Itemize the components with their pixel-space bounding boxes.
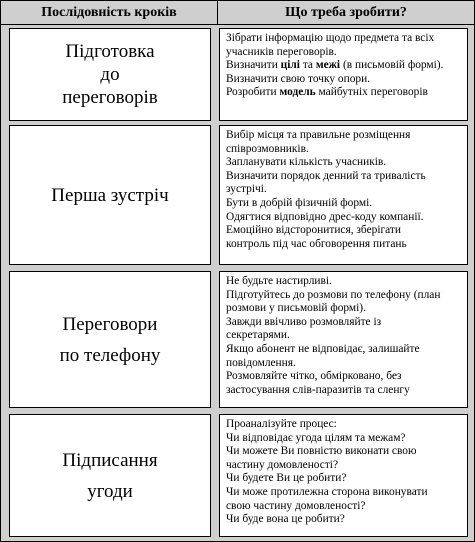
action-line: Емоційно відсторонитися, зберігати	[226, 224, 401, 237]
action-line: Чи можете Ви повністю виконати свою	[226, 445, 417, 458]
action-line: секретарями.	[226, 329, 290, 342]
actions-cell	[219, 28, 468, 121]
stage-cell	[9, 125, 211, 265]
action-line: Одягтися відповідно дрес-коду компанії.	[226, 210, 424, 223]
actions-cell	[219, 125, 468, 265]
stage-title-line: по телефону	[59, 344, 161, 366]
action-line: Чи буде вона це робити?	[226, 513, 345, 526]
action-line: Не будьте настирливі.	[226, 275, 332, 287]
stage-title-line: переговорів	[62, 87, 158, 108]
action-line: зустрічі.	[226, 183, 267, 196]
action-line: Розробити модель майбутніх переговорів	[226, 86, 428, 99]
stage-title-line: до	[100, 64, 120, 85]
stage-title-line: угоди	[87, 480, 133, 502]
action-line: Бути в добрій фізичній формі.	[226, 196, 373, 209]
action-line: Розмовляйте чітко, обмірковано, без	[226, 370, 402, 383]
action-line: повідомлення.	[226, 356, 296, 369]
action-line: Визначити порядок денний та тривалість	[226, 169, 426, 182]
stage-cell	[9, 28, 211, 121]
action-line: Визначити цілі та межі (в письмовій формі).	[226, 59, 444, 72]
table-header	[1, 1, 474, 25]
action-line: Чи може протилежна сторона виконувати	[226, 485, 428, 498]
action-line: Запланувати кількість учасників.	[226, 156, 387, 169]
column-header-steps: Послідовність кроків	[1, 1, 218, 24]
table-row	[1, 123, 474, 269]
action-line: Підготуйтесь до розмови по телефону (план	[226, 288, 441, 301]
actions-cell	[219, 414, 468, 537]
action-line: Зібрати інформацію щодо предмета та всіх	[226, 32, 435, 44]
action-line: розмови у письмовій формі).	[226, 302, 366, 315]
stage-cell	[9, 271, 211, 408]
action-line: свою частину домовленості?	[226, 499, 366, 512]
action-line: Якщо абонент не відповідає, залишайте	[226, 342, 420, 355]
emphasis-model: модель	[279, 86, 316, 99]
stage-cell	[9, 414, 211, 537]
stage-title-line: Перша зустріч	[51, 184, 169, 206]
stage-title-line: Переговори	[62, 313, 158, 335]
emphasis-limits: межі	[315, 59, 341, 72]
action-line: Проаналізуйте процес:	[226, 418, 337, 430]
action-line: Вибір місця та правильне розміщення	[226, 129, 411, 141]
table-row	[1, 269, 474, 412]
action-line: Чи будете Ви це робити?	[226, 472, 347, 485]
action-line: Визначити свою точку опори.	[226, 72, 371, 85]
table-row	[1, 25, 474, 123]
action-line: Чи відповідає угода цілям та межам?	[226, 431, 406, 444]
action-line: частину домовленості?	[226, 458, 339, 471]
emphasis-goals: цілі	[280, 59, 300, 72]
action-line: контроль під час обговорення питань	[226, 237, 407, 250]
action-line: Завжди ввічливо розмовляйте із	[226, 315, 382, 328]
stage-title-line: Підписання	[62, 449, 158, 471]
stage-title-line: Підготовка	[65, 41, 155, 62]
action-line: співрозмовників.	[226, 142, 309, 155]
actions-cell	[219, 271, 468, 408]
column-header-todo: Що треба зробити?	[285, 5, 407, 20]
table-row	[1, 412, 474, 541]
action-line: застосування слів-паразитів та сленгу	[226, 383, 410, 396]
action-line: учасників переговорів.	[226, 45, 337, 58]
